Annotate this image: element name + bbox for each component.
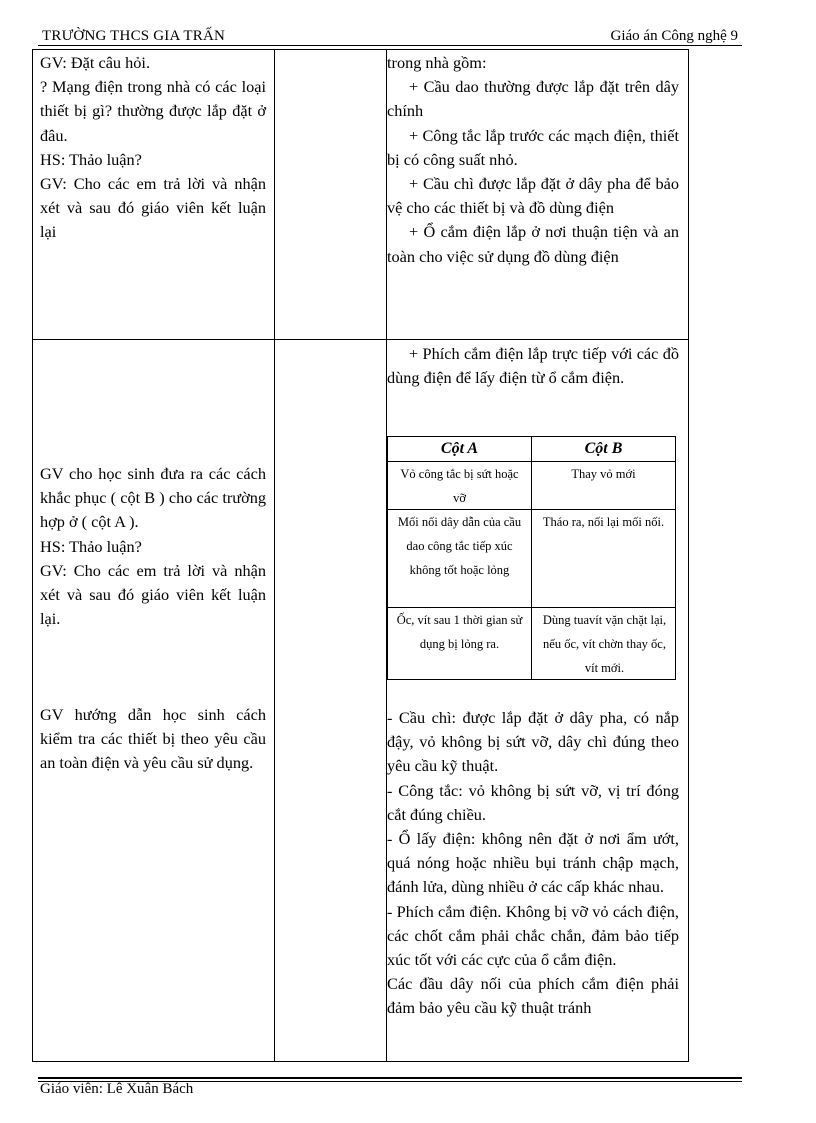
table-cell-b: Tháo ra, nối lại mối nối. [542,515,665,529]
inner-column-divider [531,437,532,679]
text-line: GV: Cho các em trả lời và nhận xét và sau đó giáo viên kết luận lại [40,174,266,242]
text-line: GV: Đặt câu hỏi. [40,53,151,72]
page-header [38,26,742,46]
subject-title: Giáo án Công nghệ 9 [610,28,738,44]
bullet-item: + Cầu dao thường được lắp đặt trên dây chính [387,77,679,121]
row2-content [387,706,679,1021]
row1-teacher-activity [40,51,266,245]
column-a-header: Cột A [440,440,479,457]
table-cell-b: Dùng tuavít vặn chặt lại, nếu ốc, vít chờn thay ốc, vít mới. [542,613,667,675]
footer-rule [38,1077,742,1079]
row2-teacher-guidance [40,703,266,776]
teacher-name: Giáo viên: Lê Xuân Bách [40,1081,194,1097]
text-line: - Ổ lấy điện: không nên đặt ở nơi ẩm ướt, quá nóng hoặc nhiều bụi tránh chập mạch, đánh lửa, dùng nhiều ở các cấp khác nhau. [387,829,679,897]
bullet-item: + Công tắc lắp trước các mạch điện, thiết bị có công suất nhỏ. [387,125,679,169]
row1-content [387,51,679,269]
fault-fix-table [387,436,676,680]
text-line: GV: Cho các em trả lời và nhận xét và sau đó giáo viên kết luận lại. [40,560,266,629]
text-line: - Phích cắm điện. Không bị vỡ vỏ cách điện, các chốt cắm phải chắc chắn, đảm bảo tiếp xúc tốt với các cực của ổ cắm điện. [387,901,679,970]
row-divider [33,339,688,340]
school-name: TRƯỜNG THCS GIA TRẤN [42,28,226,44]
table-cell-a: Ốc, vít sau 1 thời gian sử dụng bị lỏng ra. [396,613,523,651]
header-rule [38,45,742,46]
table-cell-a: Mối nối dây dẫn của cầu dao công tắc tiếp xúc không tốt hoặc lỏng [397,515,522,577]
table-cell-b: Thay vỏ mới [571,467,636,481]
text-line: HS: Thảo luận? [40,149,142,169]
text-line: trong nhà gồm: [387,53,487,72]
text-line: GV hướng dẫn học sinh cách kiểm tra các thiết bị theo yêu cầu an toàn điện và yêu cầu sử dụng. [40,705,266,773]
bullet-item: + Phích cắm điện lắp trực tiếp với các đồ dùng điện để lấy điện từ ổ cắm điện. [387,344,679,388]
text-line: - Cầu chì: được lắp đặt ở dây pha, có nắp đậy, vỏ không bị sứt vỡ, dây chì đúng theo yêu cầu kỹ thuật. [387,708,679,776]
row2-intro [387,342,679,390]
text-line: ? Mạng điện trong nhà có các loại thiết bị gì? thường được lắp đặt ở đâu. [40,77,266,145]
column-b-header: Cột B [584,440,623,457]
text-line: - Công tắc: vỏ không bị sứt vỡ, vị trí đóng cắt đúng chiều. [387,780,679,824]
text-line: HS: Thảo luận? [40,536,142,556]
column-divider-1 [274,50,275,1061]
text-line: Các đầu dây nối của phích cắm điện phải đảm bảo yêu cầu kỹ thuật tránh [387,974,679,1018]
bullet-item: + Ổ cắm điện lắp ở nơi thuận tiện và an toàn cho việc sử dụng đồ dùng điện [387,222,679,266]
row2-teacher-activity [40,462,266,631]
table-cell-a: Vỏ công tắc bị sứt hoặc vỡ [400,467,519,505]
text-line: GV cho học sinh đưa ra các cách khắc phục ( cột B ) cho các trường hợp ở ( cột A ). [40,464,266,532]
bullet-item: + Cầu chì được lắp đặt ở dây pha để bảo vệ cho các thiết bị và đồ dùng điện [387,174,679,218]
